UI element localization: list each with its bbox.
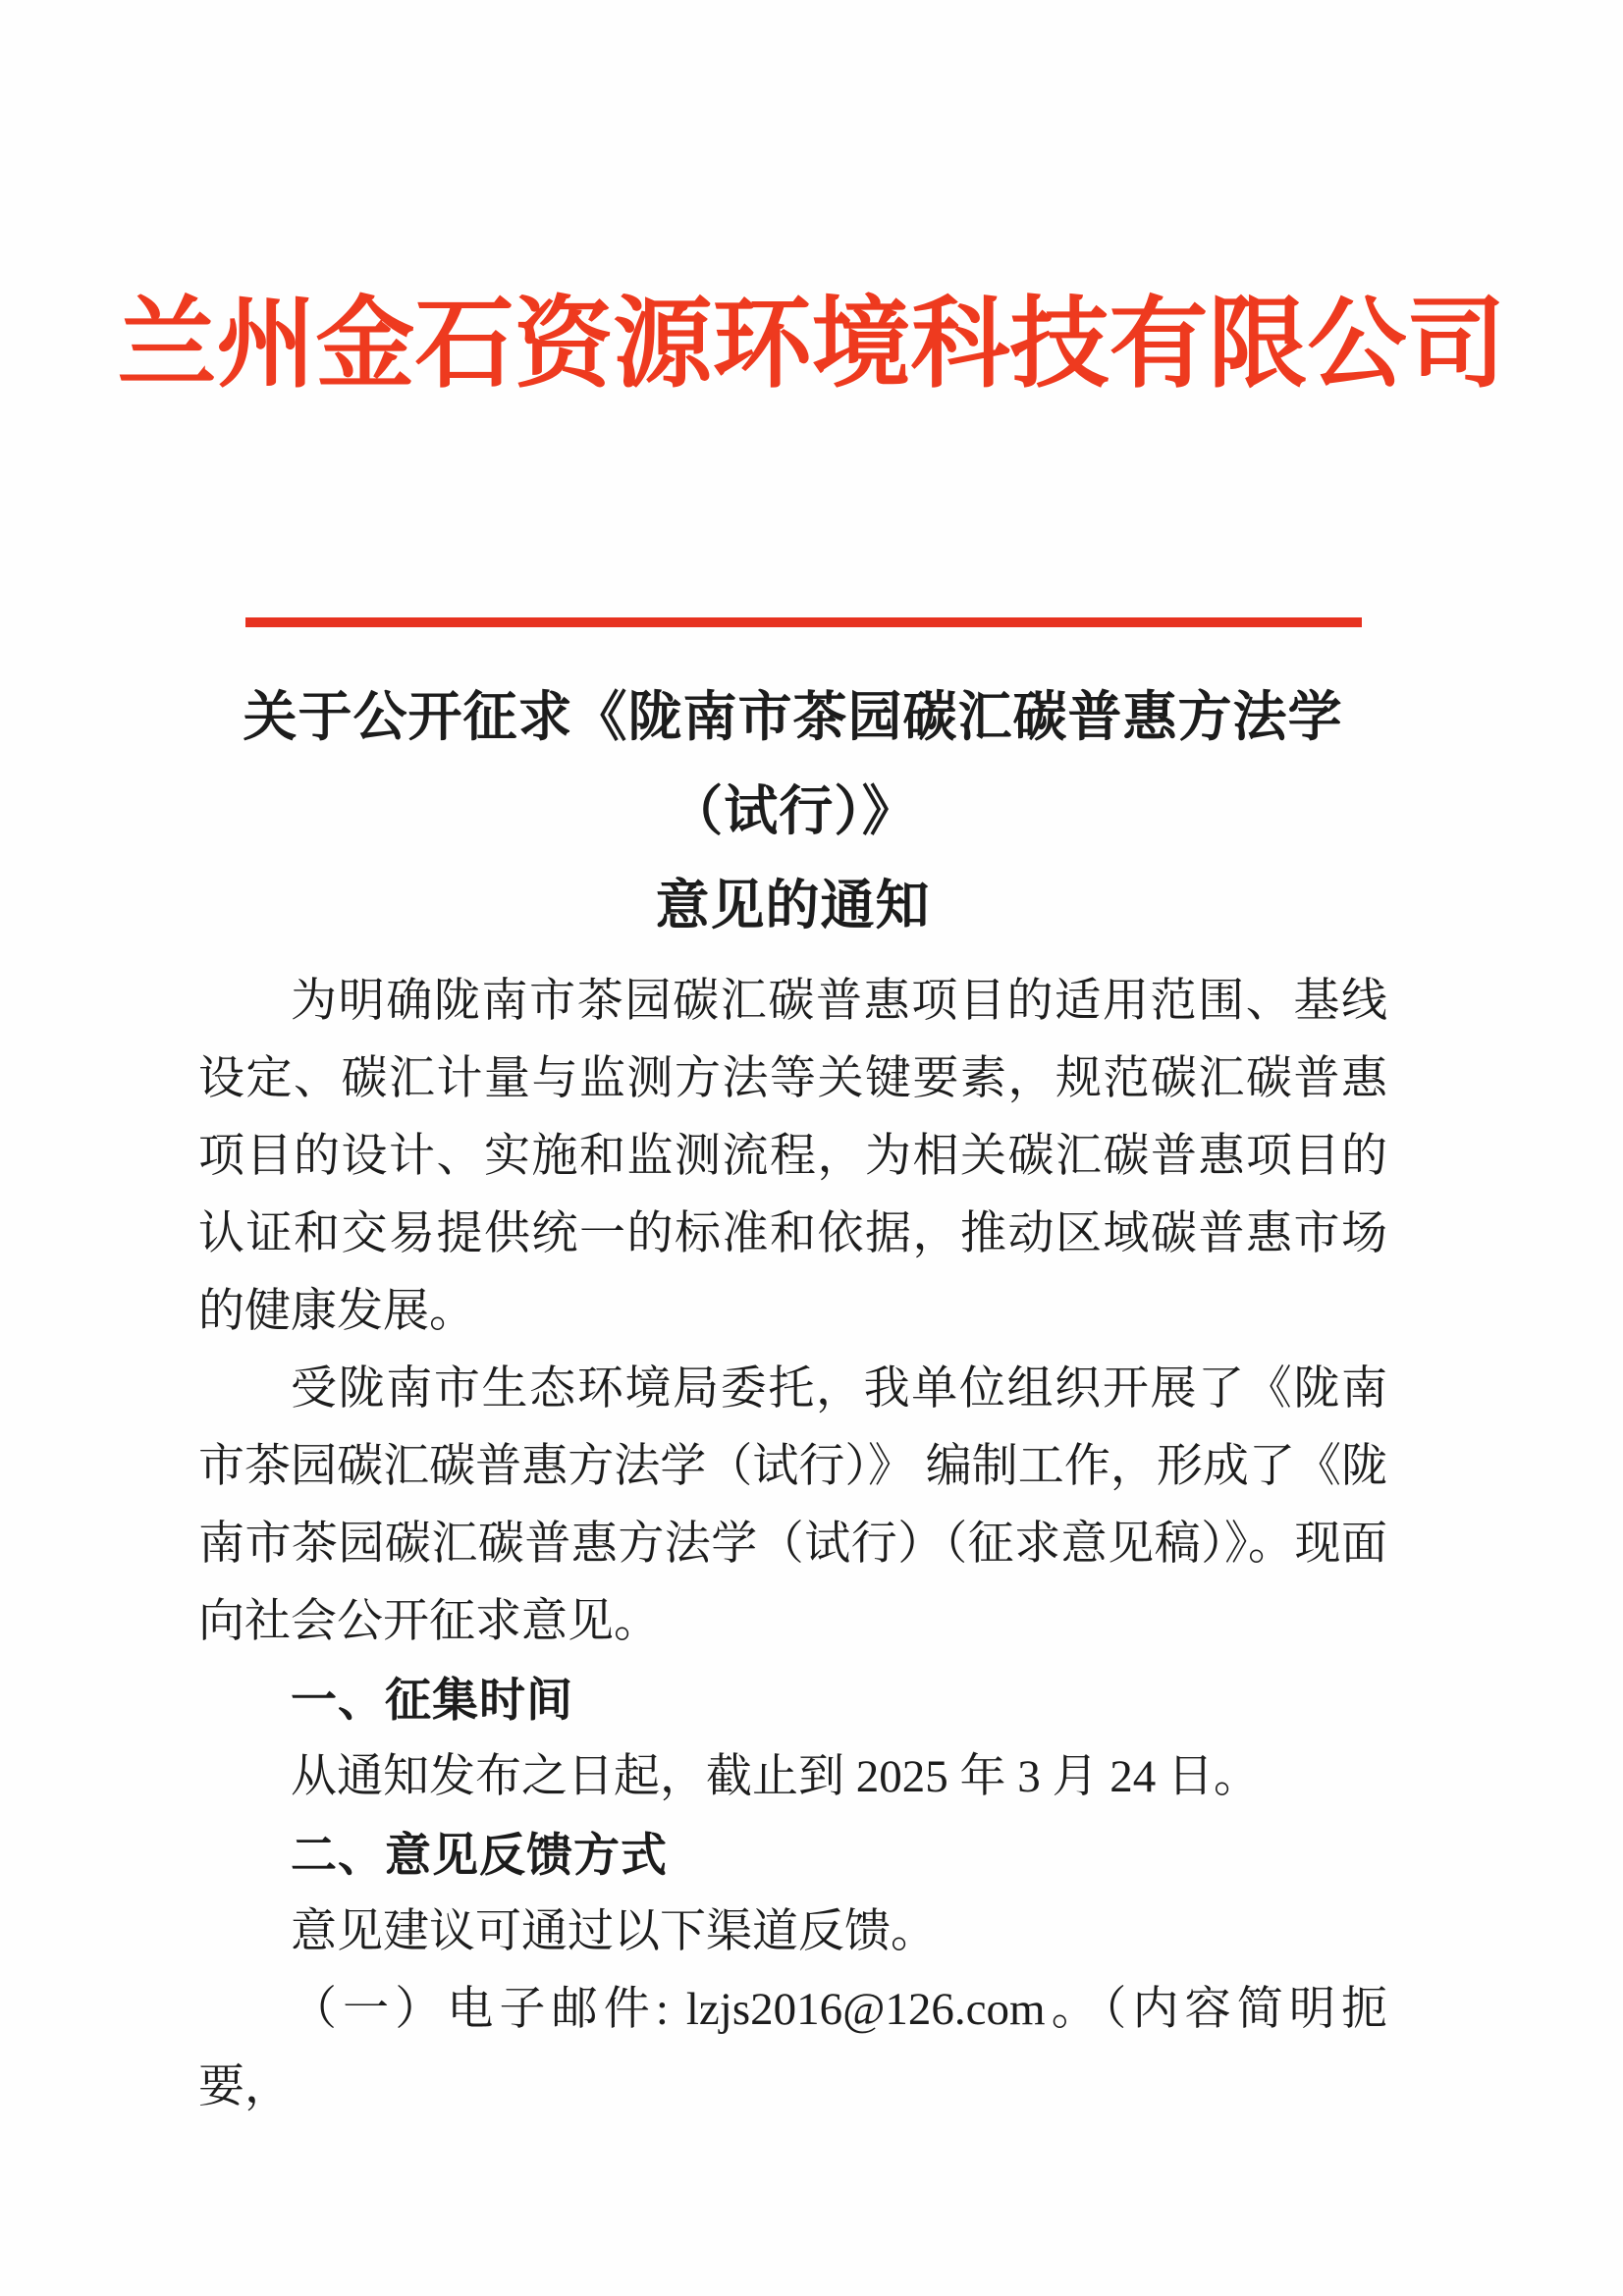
notice-body [198, 963, 1387, 2126]
section-2-intro-text: 意见建议可通过以下渠道反馈。 [291, 1906, 937, 1958]
company-letterhead: 兰州金石资源环境科技有限公司 [117, 290, 1506, 400]
section-1-heading: 一、征集时间 [291, 1674, 573, 1727]
section-1-deadline-text: 从通知发布之日起，截止到 2025 年 3 月 24 日。 [291, 1751, 1260, 1803]
section-2-email-item: （一）电子邮件: lzjs2016@126.com。（内容简明扼要， [198, 1984, 1387, 2113]
section-2-heading: 二、意见反馈方式 [291, 1829, 668, 1882]
notice-title-line1: 关于公开征求《陇南市茶园碳汇碳普惠方法学（试行）》 [243, 687, 1343, 842]
paragraph-background: 受陇南市生态环境局委托，我单位组织开展了《陇南市茶园碳汇碳普惠方法学（试行）》 编制工作，形成了《陇南市茶园碳汇碳普惠方法学（试行）（征求意见稿）》。现面向社会公开征求意见。 [198, 1363, 1387, 1648]
paragraph-purpose: 为明确陇南市茶园碳汇碳普惠项目的适用范围、基线设定、碳汇计量与监测方法等关键要素，规范碳汇碳普惠项目的设计、实施和监测流程，为相关碳汇碳普惠项目的认证和交易提供统一的标准和依据，推动区域碳普惠市场的健康发展。 [198, 976, 1387, 1338]
letterhead-divider-rule [245, 617, 1362, 627]
notice-title [198, 670, 1387, 953]
notice-title-line2: 意见的通知 [655, 876, 931, 936]
